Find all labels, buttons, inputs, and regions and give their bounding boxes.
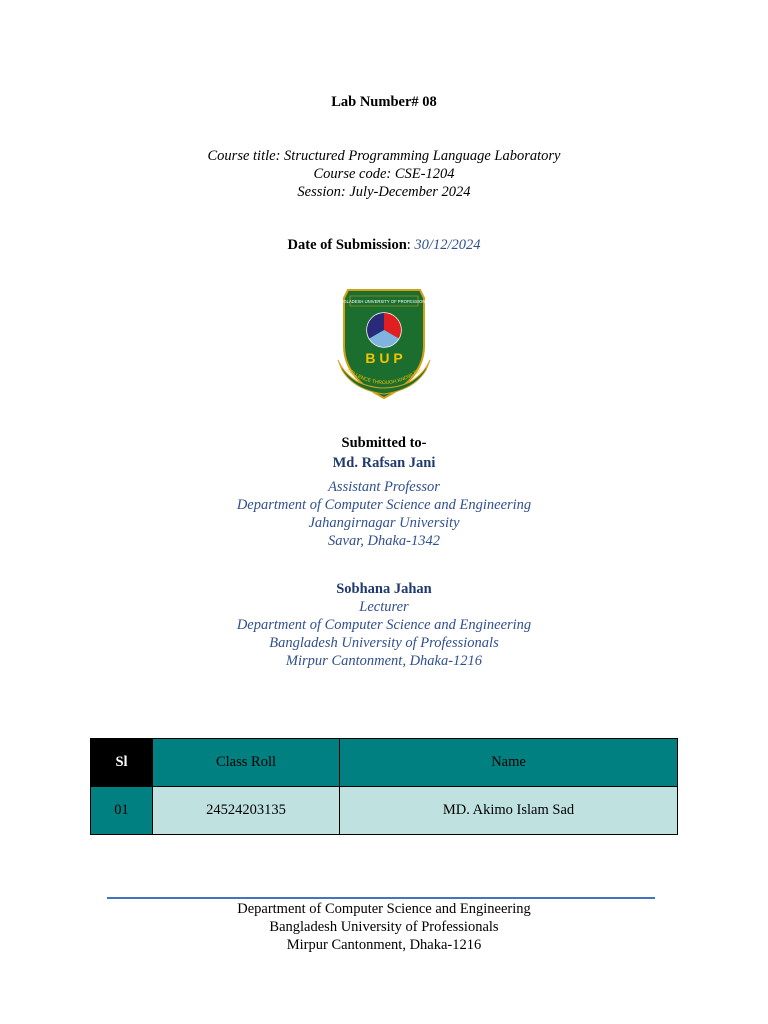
- cell-class-roll: 24524203135: [153, 787, 340, 835]
- course-info: [0, 147, 768, 201]
- footer-address: Mirpur Cantonment, Dhaka-1216: [286, 937, 482, 953]
- logo-initials: B U P: [365, 350, 403, 366]
- teacher-1-designation: Assistant Professor: [328, 479, 440, 495]
- teacher-2-university: Bangladesh University of Professionals: [269, 635, 499, 651]
- footer-department: Department of Computer Science and Engineering: [237, 901, 531, 917]
- teacher-1-name: Md. Rafsan Jani: [332, 455, 436, 471]
- course-code: Course code: CSE-1204: [313, 166, 455, 182]
- teacher-1-address: Savar, Dhaka-1342: [328, 533, 440, 549]
- footer: [0, 900, 768, 954]
- footer-divider: [107, 897, 655, 899]
- student-table: [90, 738, 678, 835]
- cell-sl: 01: [91, 787, 153, 835]
- teacher-2: [0, 580, 768, 670]
- footer-university: Bangladesh University of Professionals: [269, 919, 499, 935]
- logo-top-text: BANGLADESH UNIVERSITY OF PROFESSIONALS: [334, 299, 434, 304]
- teacher-2-department: Department of Computer Science and Engineering: [236, 617, 532, 633]
- cell-name: MD. Akimo Islam Sad: [340, 787, 678, 835]
- course-title: Course title: Structured Programming Language Laboratory: [207, 148, 561, 164]
- submission-date-value: 30/12/2024: [414, 237, 481, 253]
- table-row: [91, 787, 678, 835]
- teacher-2-designation: Lecturer: [359, 599, 409, 615]
- header-class-roll: Class Roll: [153, 739, 340, 787]
- submission-date-line: [0, 236, 768, 254]
- course-session: Session: July-December 2024: [297, 184, 471, 200]
- teacher-1-department: Department of Computer Science and Engineering: [236, 497, 532, 513]
- submitted-to-label: Submitted to-: [341, 435, 427, 451]
- table-header-row: [91, 739, 678, 787]
- lab-number-title: Lab Number# 08: [331, 94, 437, 110]
- teacher-1: [0, 454, 768, 472]
- logo-motto: CELLENCE THROUGH KNOWLED: [345, 367, 422, 387]
- teacher-2-name: Sobhana Jahan: [336, 581, 432, 597]
- header-sl: Sl: [91, 739, 153, 787]
- teacher-1-university: Jahangirnagar University: [308, 515, 460, 531]
- header-name: Name: [340, 739, 678, 787]
- submission-date-label: Date of Submission: [287, 237, 407, 253]
- teacher-2-address: Mirpur Cantonment, Dhaka-1216: [285, 653, 483, 669]
- teacher-1-details: [0, 478, 768, 550]
- submission-date-separator: :: [406, 237, 411, 253]
- bup-logo: [334, 286, 434, 400]
